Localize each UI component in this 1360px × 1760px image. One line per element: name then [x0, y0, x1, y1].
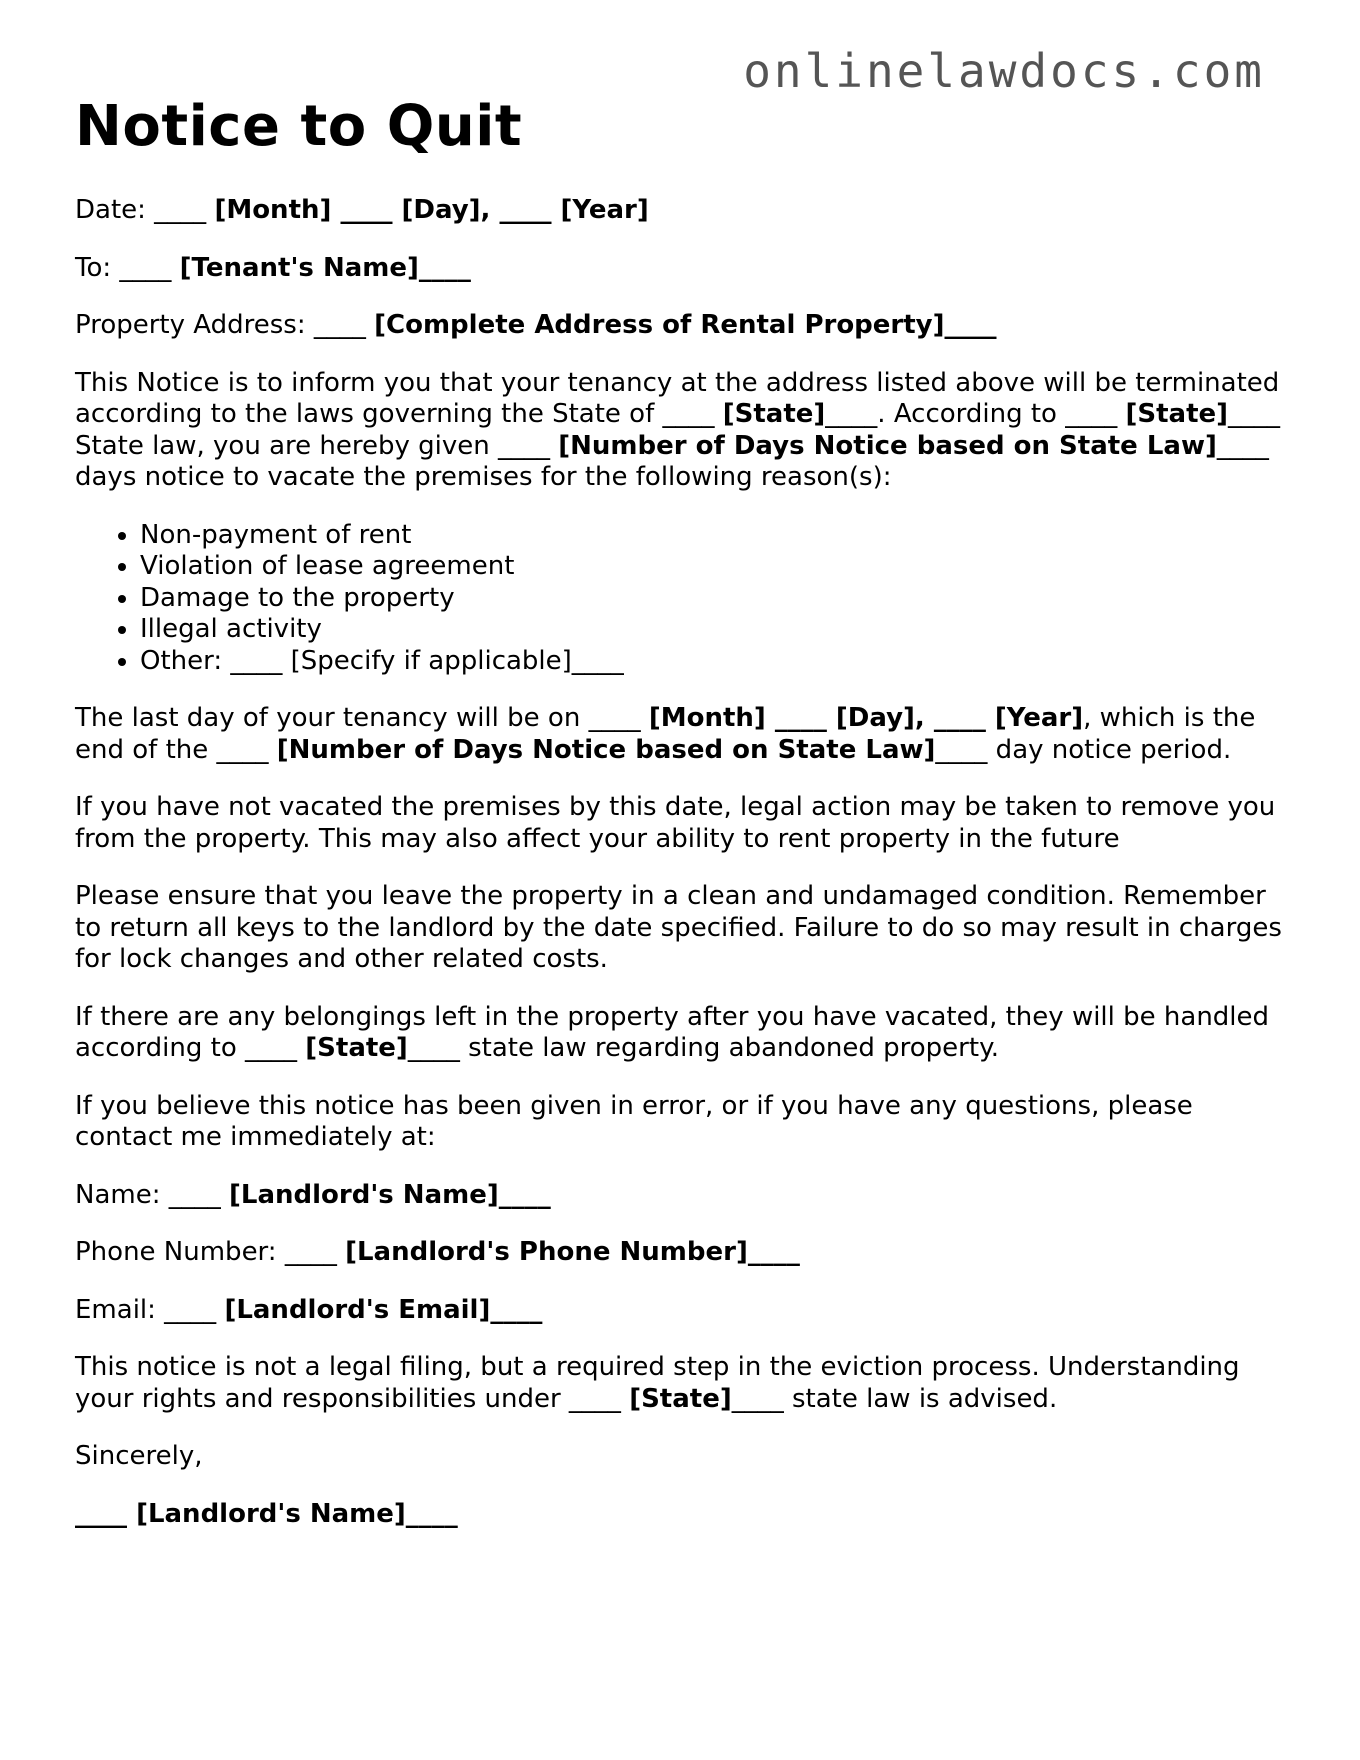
- site-watermark: onlinelawdocs.com: [743, 44, 1265, 98]
- belongings-text: ____ state law regarding abandoned property.: [407, 1033, 1000, 1063]
- intro-text: ____. According to ____: [825, 399, 1126, 429]
- to-label: To:: [75, 252, 120, 283]
- blank: ____: [75, 1498, 137, 1529]
- date-label: Date:: [75, 195, 155, 225]
- state-placeholder: [State]: [1125, 399, 1229, 429]
- intro-text: ____ days notice to vacate the premises for the following reason(s):: [75, 430, 1278, 492]
- month-placeholder: [Month]: [648, 703, 766, 733]
- tenant-name-placeholder: [Tenant's Name]: [179, 252, 419, 283]
- legal-action-paragraph: If you have not vacated the premises by this date, legal action may be taken to remove you from the property. This may also affect your ability to rent property in the future: [75, 792, 1284, 854]
- list-item: • Other: ____ [Specify if applicable]____: [140, 646, 1285, 678]
- state-placeholder: [State]: [722, 399, 826, 429]
- disclaimer-text: ____ state law is advised.: [731, 1383, 1058, 1414]
- name-label: Name: ____: [75, 1179, 229, 1210]
- contact-phone-line: [75, 1237, 1285, 1269]
- list-item: • Violation of lease agreement: [140, 551, 1285, 583]
- month-placeholder: [Month]: [214, 195, 332, 225]
- address-line: [75, 310, 1285, 342]
- belongings-paragraph: [75, 1002, 1285, 1065]
- blank: ____: [331, 195, 402, 225]
- last-day-paragraph: [75, 703, 1285, 766]
- list-item: • Illegal activity: [140, 614, 1285, 646]
- reasons-list: [75, 520, 1285, 678]
- email-label: Email: ____: [75, 1294, 225, 1325]
- day-placeholder: [Day],: [401, 195, 491, 225]
- contact-name-line: [75, 1180, 1285, 1212]
- closing: Sincerely,: [75, 1441, 203, 1471]
- signature-line: [75, 1499, 1285, 1531]
- blank: ____: [944, 310, 997, 340]
- notice-document: [75, 92, 1291, 1556]
- landlord-phone-placeholder: [Landlord's Phone Number]: [345, 1237, 748, 1267]
- intro-text: ____ State law, you are hereby given ____: [75, 399, 1289, 461]
- disclaimer-text: This notice is not a legal filing, but a required step in the eviction process. Understanding your rights and responsibilities under ____: [75, 1352, 1248, 1414]
- disclaimer-paragraph: [75, 1352, 1285, 1415]
- page-title: Notice to Quit: [75, 94, 523, 159]
- blank: ____: [490, 1294, 543, 1325]
- blank: ____: [154, 195, 215, 225]
- year-placeholder: [Year]: [560, 195, 649, 225]
- state-placeholder: [State]: [629, 1383, 732, 1414]
- day-placeholder: [Day],: [835, 703, 925, 733]
- landlord-email-placeholder: [Landlord's Email]: [224, 1294, 491, 1325]
- blank: ____: [490, 195, 561, 225]
- blank: ____: [498, 1179, 551, 1210]
- blank: ____: [418, 252, 471, 283]
- intro-paragraph: [75, 367, 1289, 494]
- last-day-text: The last day of your tenancy will be on ____: [75, 703, 649, 733]
- list-item: • Non-payment of rent: [140, 520, 1285, 552]
- contact-intro-paragraph: If you believe this notice has been given in error, or if you have any questions, please contact me immediately at:: [75, 1090, 1202, 1152]
- last-day-text: , which is the end of the ____: [75, 703, 1264, 765]
- blank: ____: [747, 1237, 800, 1267]
- address-label: Property Address:: [75, 310, 314, 340]
- blank: ____: [313, 310, 375, 340]
- state-placeholder: [State]: [305, 1033, 408, 1063]
- list-item: • Damage to the property: [140, 583, 1285, 615]
- phone-label: Phone Number: ____: [75, 1237, 346, 1267]
- last-day-text: ____ day notice period.: [935, 734, 1232, 765]
- condition-paragraph: Please ensure that you leave the property in a clean and undamaged condition. Remember to return all keys to the landlord by the date specified. Failure to do so may result in charges for lock changes and other related costs.: [75, 881, 1291, 974]
- intro-text: This Notice is to inform you that your tenancy at the address listed above will be terminated according to the laws governing the State of ____: [75, 367, 1288, 429]
- year-placeholder: [Year]: [994, 703, 1084, 733]
- address-placeholder: [Complete Address of Rental Property]: [374, 310, 945, 340]
- signature-name-placeholder: [Landlord's Name]: [136, 1498, 406, 1529]
- blank: ____: [924, 703, 995, 733]
- contact-email-line: [75, 1295, 1285, 1327]
- belongings-text: If there are any belongings left in the property after you have vacated, they will be handled according to ____: [75, 1001, 1278, 1063]
- blank: ____: [405, 1498, 458, 1529]
- date-line: [75, 195, 1285, 227]
- notice-days-placeholder: [Number of Days Notice based on State Law]: [558, 430, 1217, 461]
- landlord-name-placeholder: [Landlord's Name]: [229, 1179, 499, 1210]
- blank: ____: [119, 252, 180, 283]
- notice-days-placeholder: [Number of Days Notice based on State Law]: [276, 734, 936, 765]
- blank: ____: [765, 703, 836, 733]
- to-line: [75, 253, 1285, 285]
